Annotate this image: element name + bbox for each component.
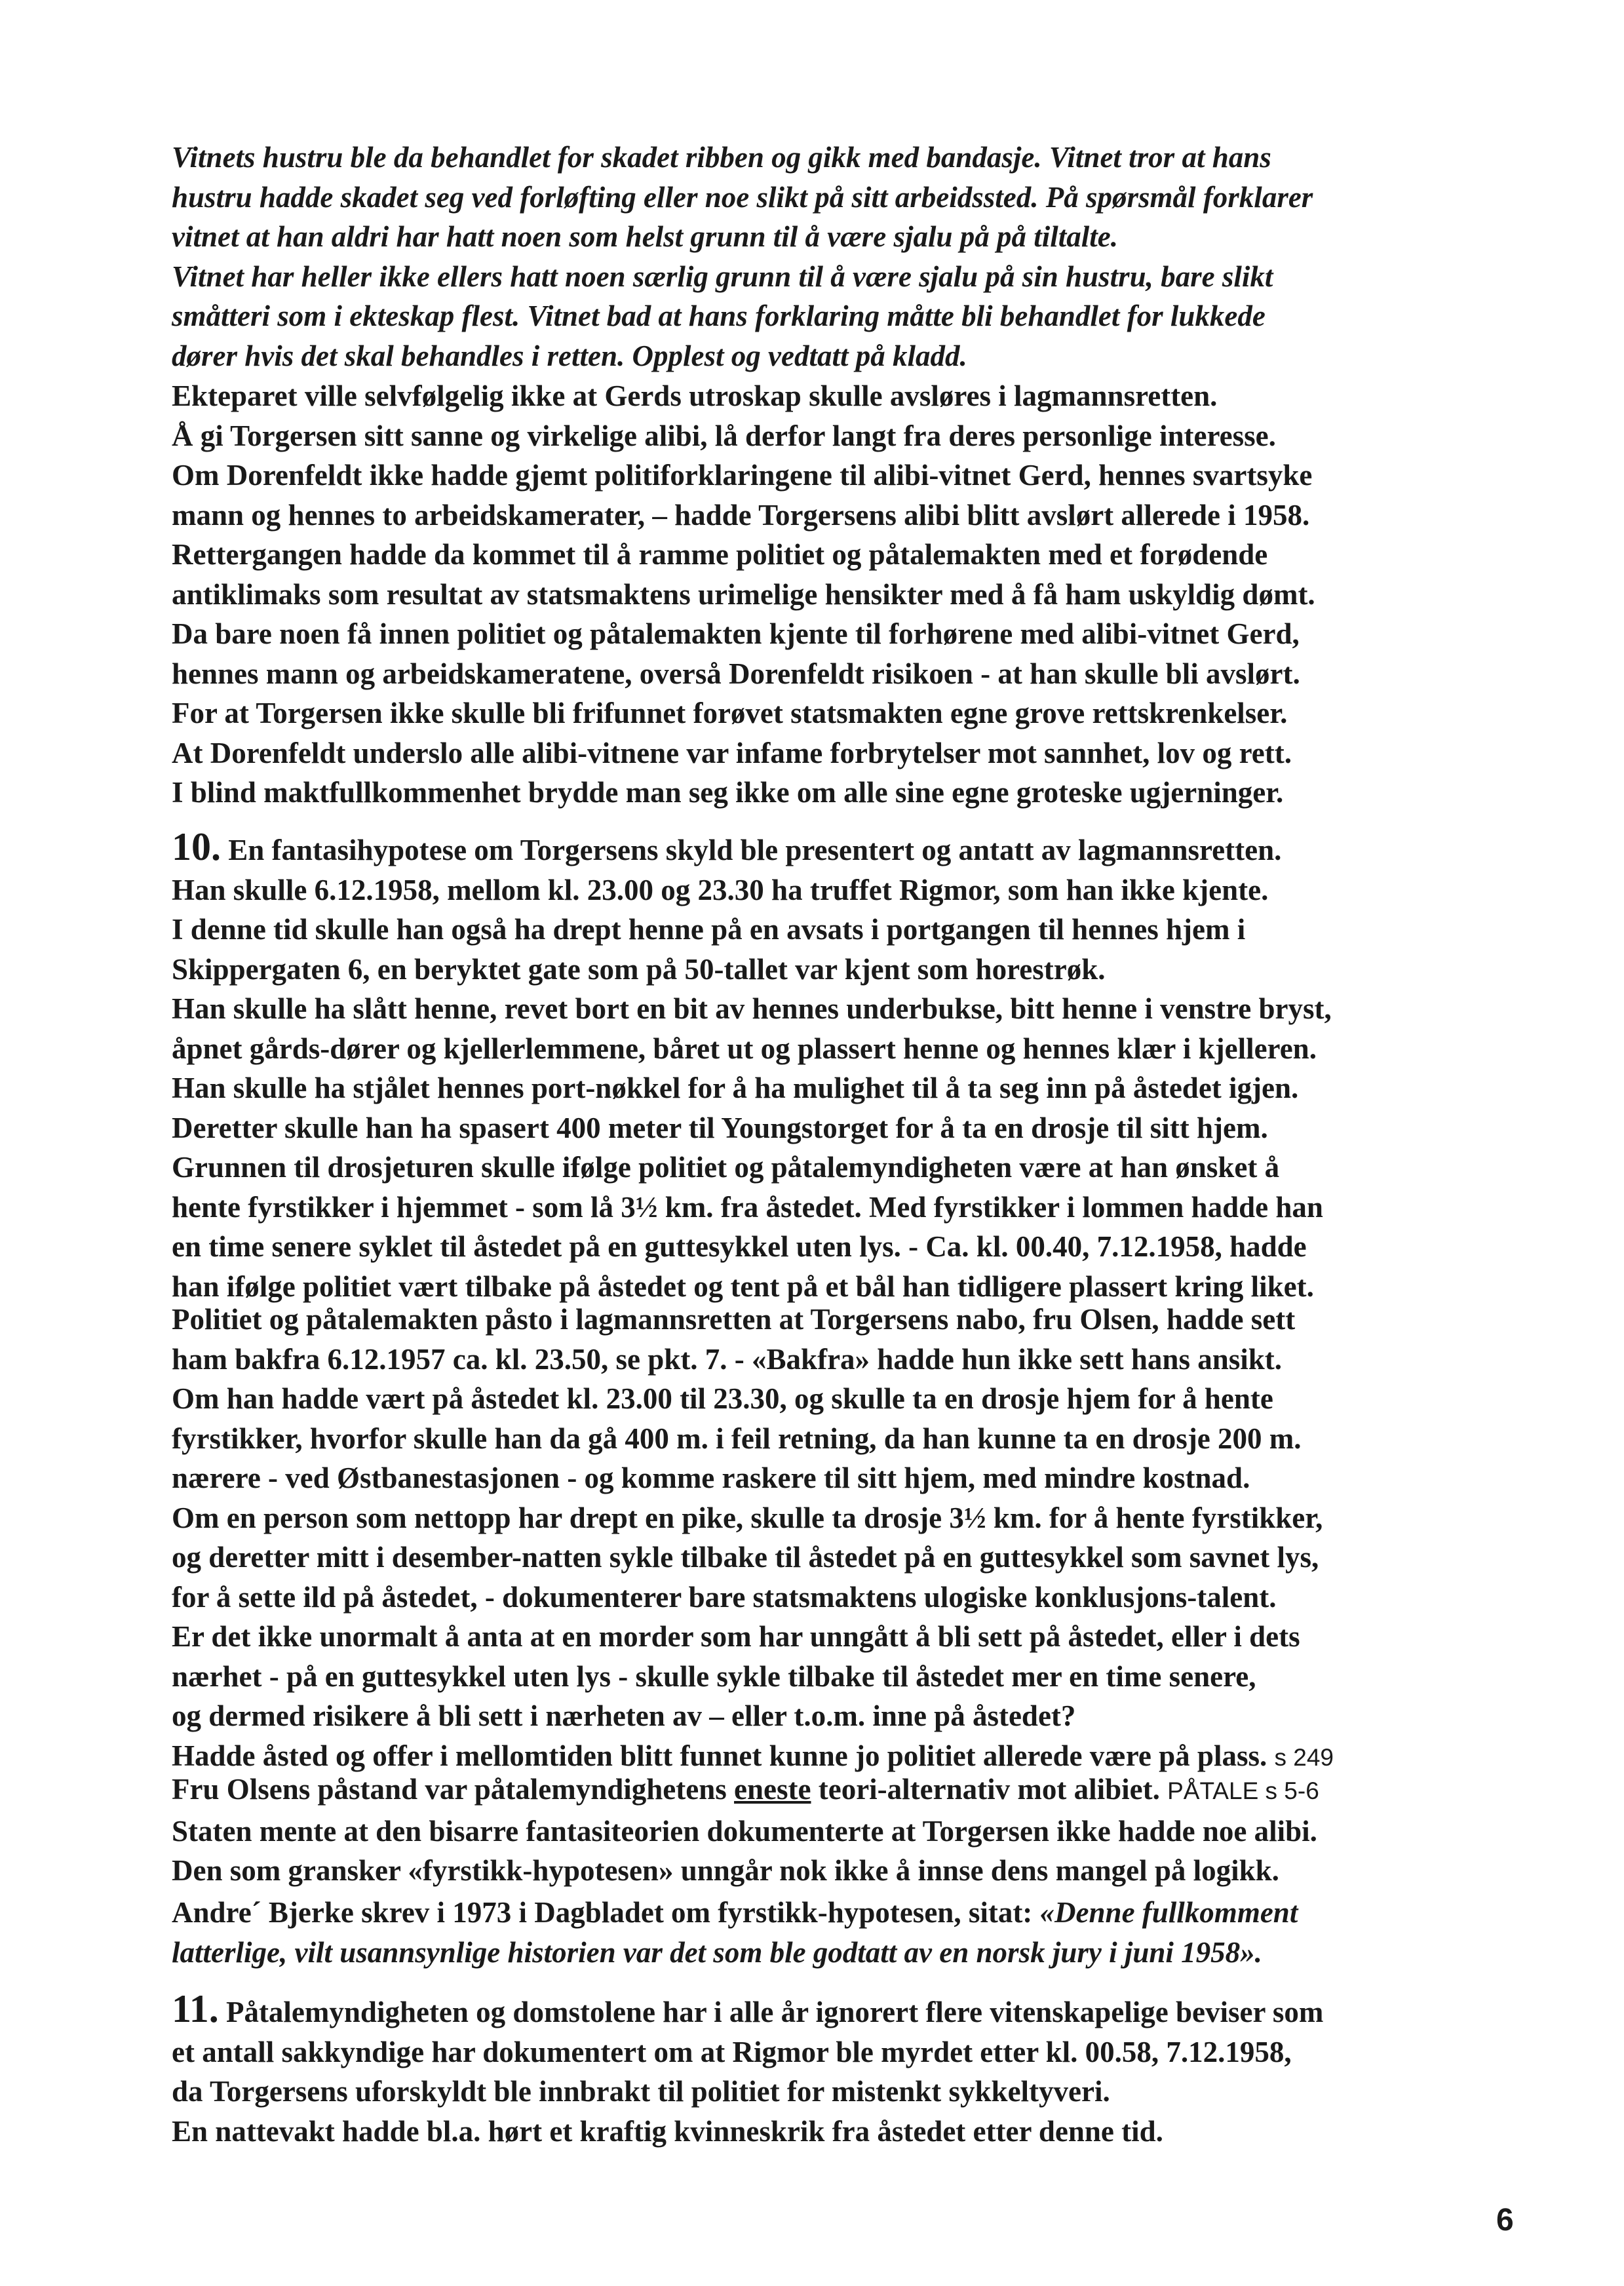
quote-text: latterlige, vilt usannsynlige historien var det som ble godtatt av en norsk jury i juni 1958». bbox=[172, 1935, 1262, 1969]
text-line: nærhet - på en guttesykkel uten lys - skulle sykle tilbake til åstedet mer en time senere, bbox=[172, 1659, 1256, 1693]
text-line: han ifølge politiet vært tilbake på åstedet og tent på et bål han tidligere plassert kring liket. bbox=[172, 1269, 1314, 1303]
text-line: Skippergaten 6, en beryktet gate som på 50-tallet var kjent som horestrøk. bbox=[172, 952, 1106, 986]
text-line: I denne tid skulle han også ha drept henne på en avsats i portgangen til hennes hjem i bbox=[172, 913, 1246, 946]
quote-text: «Denne fullkomment bbox=[1039, 1896, 1298, 1929]
text-line: Rettergangen hadde da kommet til å ramme politiet og påtalemakten med et forødende bbox=[172, 538, 1268, 571]
text-line: Staten mente at den bisarre fantasiteorien dokumenterte at Torgersen ikke hadde noe alibi. bbox=[172, 1814, 1317, 1848]
paragraph-police-claim bbox=[172, 1300, 1482, 1777]
text-line bbox=[172, 1893, 1482, 1933]
text-line: hennes mann og arbeidskameratene, overså Dorenfeldt risikoen - at han skulle bli avslørt. bbox=[172, 657, 1300, 690]
section-heading-line bbox=[172, 1989, 1482, 2032]
section-10 bbox=[172, 827, 1482, 1306]
text-line: og deretter mitt i desember-natten sykle tilbake til åstedet på en guttesykkel som savnet lys, bbox=[172, 1541, 1319, 1574]
page-reference: PÅTALE s 5-6 bbox=[1167, 1777, 1319, 1804]
page-number: 6 bbox=[1496, 2203, 1514, 2238]
text-line: Vitnet har heller ikke ellers hatt noen særlig grunn til å være sjalu på sin hustru, bare slikt bbox=[172, 260, 1273, 293]
text-line: hustru hadde skadet seg ved forløfting eller noe slikt på sitt arbeidssted. På spørsmål forklarer bbox=[172, 180, 1313, 214]
text-line: Da bare noen få innen politiet og påtalemakten kjente til forhørene med alibi-vitnet Gerd, bbox=[172, 617, 1300, 650]
text-line: Politiet og påtalemakten påsto i lagmannsretten at Torgersens nabo, fru Olsen, hadde sett bbox=[172, 1303, 1296, 1336]
text-line: Om Dorenfeldt ikke hadde gjemt politiforklaringene til alibi-vitnet Gerd, hennes svartsyke bbox=[172, 459, 1313, 492]
text-line: Om han hadde vært på åstedet kl. 23.00 til 23.30, og skulle ta en drosje hjem for å hente bbox=[172, 1382, 1273, 1415]
text-line: Han skulle ha stjålet hennes port-nøkkel for å ha mulighet til å ta seg inn på åstedet igjen. bbox=[172, 1072, 1299, 1104]
text-line: Ekteparet ville selvfølgelig ikke at Gerds utroskap skulle avsløres i lagmannsretten. bbox=[172, 379, 1218, 412]
text-line: Grunnen til drosjeturen skulle ifølge politiet og påtalemyndigheten være at han ønsket å bbox=[172, 1151, 1280, 1184]
paragraph-olsen bbox=[172, 1770, 1482, 1891]
text-line: hente fyrstikker i hjemmet - som lå 3½ km. fra åstedet. Med fyrstikker i lommen hadde han bbox=[172, 1190, 1323, 1224]
text-line: nærere - ved Østbanestasjonen - og komme raskere til sitt hjem, med mindre kostnad. bbox=[172, 1462, 1250, 1494]
text-line: vitnet at han aldri har hatt noen som helst grunn til å være sjalu på på tiltalte. bbox=[172, 220, 1119, 253]
underlined-word: eneste bbox=[734, 1773, 811, 1806]
page-reference: s 249 bbox=[1274, 1743, 1334, 1771]
text-line: Den som gransker «fyrstikk-hypotesen» unngår nok ikke å innse dens mangel på logikk. bbox=[172, 1854, 1279, 1887]
line-text: Hadde åsted og offer i mellomtiden blitt funnet kunne jo politiet allerede være på plass. bbox=[172, 1739, 1267, 1772]
text-line: mann og hennes to arbeidskamerater, – hadde Torgersens alibi blitt avslørt allerede i 1958. bbox=[172, 498, 1310, 532]
text-line: et antall sakkyndige har dokumentert om at Rigmor ble myrdet etter kl. 00.58, 7.12.1958, bbox=[172, 2035, 1292, 2068]
section-first-line: En fantasihypotese om Torgersens skyld ble presentert og antatt av lagmannsretten. bbox=[228, 834, 1282, 866]
text-line: En nattevakt hadde bl.a. hørt et kraftig kvinneskrik fra åstedet etter denne tid. bbox=[172, 2114, 1163, 2148]
section-heading-line bbox=[172, 827, 1482, 870]
text-line: fyrstikker, hvorfor skulle han da gå 400 m. i feil retning, da han kunne ta en drosje 200 m. bbox=[172, 1422, 1302, 1455]
paragraph-alibi bbox=[172, 376, 1482, 813]
text-line: Han skulle ha slått henne, revet bort en bit av hennes underbukse, bitt henne i venstre bryst, bbox=[172, 992, 1332, 1025]
line-text: teori-alternativ mot alibiet. bbox=[811, 1773, 1160, 1806]
text-line: I blind maktfullkommenhet brydde man seg ikke om alle sine egne groteske ugjerninger. bbox=[172, 776, 1284, 809]
text-line: Deretter skulle han ha spasert 400 meter til Youngstorget for å ta en drosje til sitt hjem. bbox=[172, 1111, 1268, 1144]
text-line bbox=[172, 1770, 1482, 1811]
section-number: 11. bbox=[172, 1987, 219, 2030]
text-line: Vitnets hustru ble da behandlet for skadet ribben og gikk med bandasje. Vitnet tror at hans bbox=[172, 141, 1271, 174]
text-line: Er det ikke unormalt å anta at en morder som har unngått å bli sett på åstedet, eller i dets bbox=[172, 1620, 1300, 1653]
text-line: Om en person som nettopp har drept en pike, skulle ta drosje 3½ km. for å hente fyrstikker, bbox=[172, 1501, 1323, 1534]
section-number: 10. bbox=[172, 825, 221, 868]
section-first-line: Påtalemyndigheten og domstolene har i alle år ignorert flere vitenskapelige beviser som bbox=[225, 1996, 1324, 2028]
text-line: og dermed risikere å bli sett i nærheten av – eller t.o.m. inne på åstedet? bbox=[172, 1699, 1076, 1732]
section-11 bbox=[172, 1989, 1482, 2151]
intro-quote-block bbox=[172, 138, 1482, 376]
text-line: Han skulle 6.12.1958, mellom kl. 23.00 og 23.30 ha truffet Rigmor, som han ikke kjente. bbox=[172, 873, 1269, 906]
line-text: Fru Olsens påstand var påtalemyndighetens bbox=[172, 1773, 735, 1806]
text-line: ham bakfra 6.12.1957 ca. kl. 23.50, se pkt. 7. - «Bakfra» hadde hun ikke sett hans ansikt. bbox=[172, 1342, 1283, 1376]
text-line: For at Torgersen ikke skulle bli frifunnet forøvet statsmakten egne grove rettskrenkelser. bbox=[172, 697, 1288, 729]
paragraph-bjerke-quote bbox=[172, 1893, 1482, 1972]
text-line: åpnet gårds-dører og kjellerlemmene, båret ut og plassert henne og hennes klær i kjelleren. bbox=[172, 1032, 1317, 1065]
text-line: for å sette ild på åstedet, - dokumenterer bare statsmaktens ulogiske konklusjons-talent. bbox=[172, 1580, 1277, 1614]
text-line: dører hvis det skal behandles i retten. Opplest og vedtatt på kladd. bbox=[172, 339, 967, 372]
line-text: Andre´ Bjerke skrev i 1973 i Dagbladet om fyrstikk-hypotesen, sitat: bbox=[172, 1896, 1040, 1929]
text-line: da Torgersens uforskyldt ble innbrakt til politiet for mistenkt sykkeltyveri. bbox=[172, 2075, 1110, 2108]
text-line: en time senere syklet til åstedet på en guttesykkel uten lys. - Ca. kl. 00.40, 7.12.1958, hadde bbox=[172, 1230, 1307, 1263]
text-line: At Dorenfeldt underslo alle alibi-vitnene var infame forbrytelser mot sannhet, lov og rett. bbox=[172, 736, 1292, 769]
text-line: småtteri som i ekteskap flest. Vitnet bad at hans forklaring måtte bli behandlet for lukkede bbox=[172, 300, 1266, 332]
text-line: antiklimaks som resultat av statsmaktens urimelige hensikter med å få ham uskyldig dømt. bbox=[172, 577, 1315, 611]
text-line: Å gi Torgersen sitt sanne og virkelige alibi, lå derfor langt fra deres personlige interesse. bbox=[172, 419, 1276, 452]
